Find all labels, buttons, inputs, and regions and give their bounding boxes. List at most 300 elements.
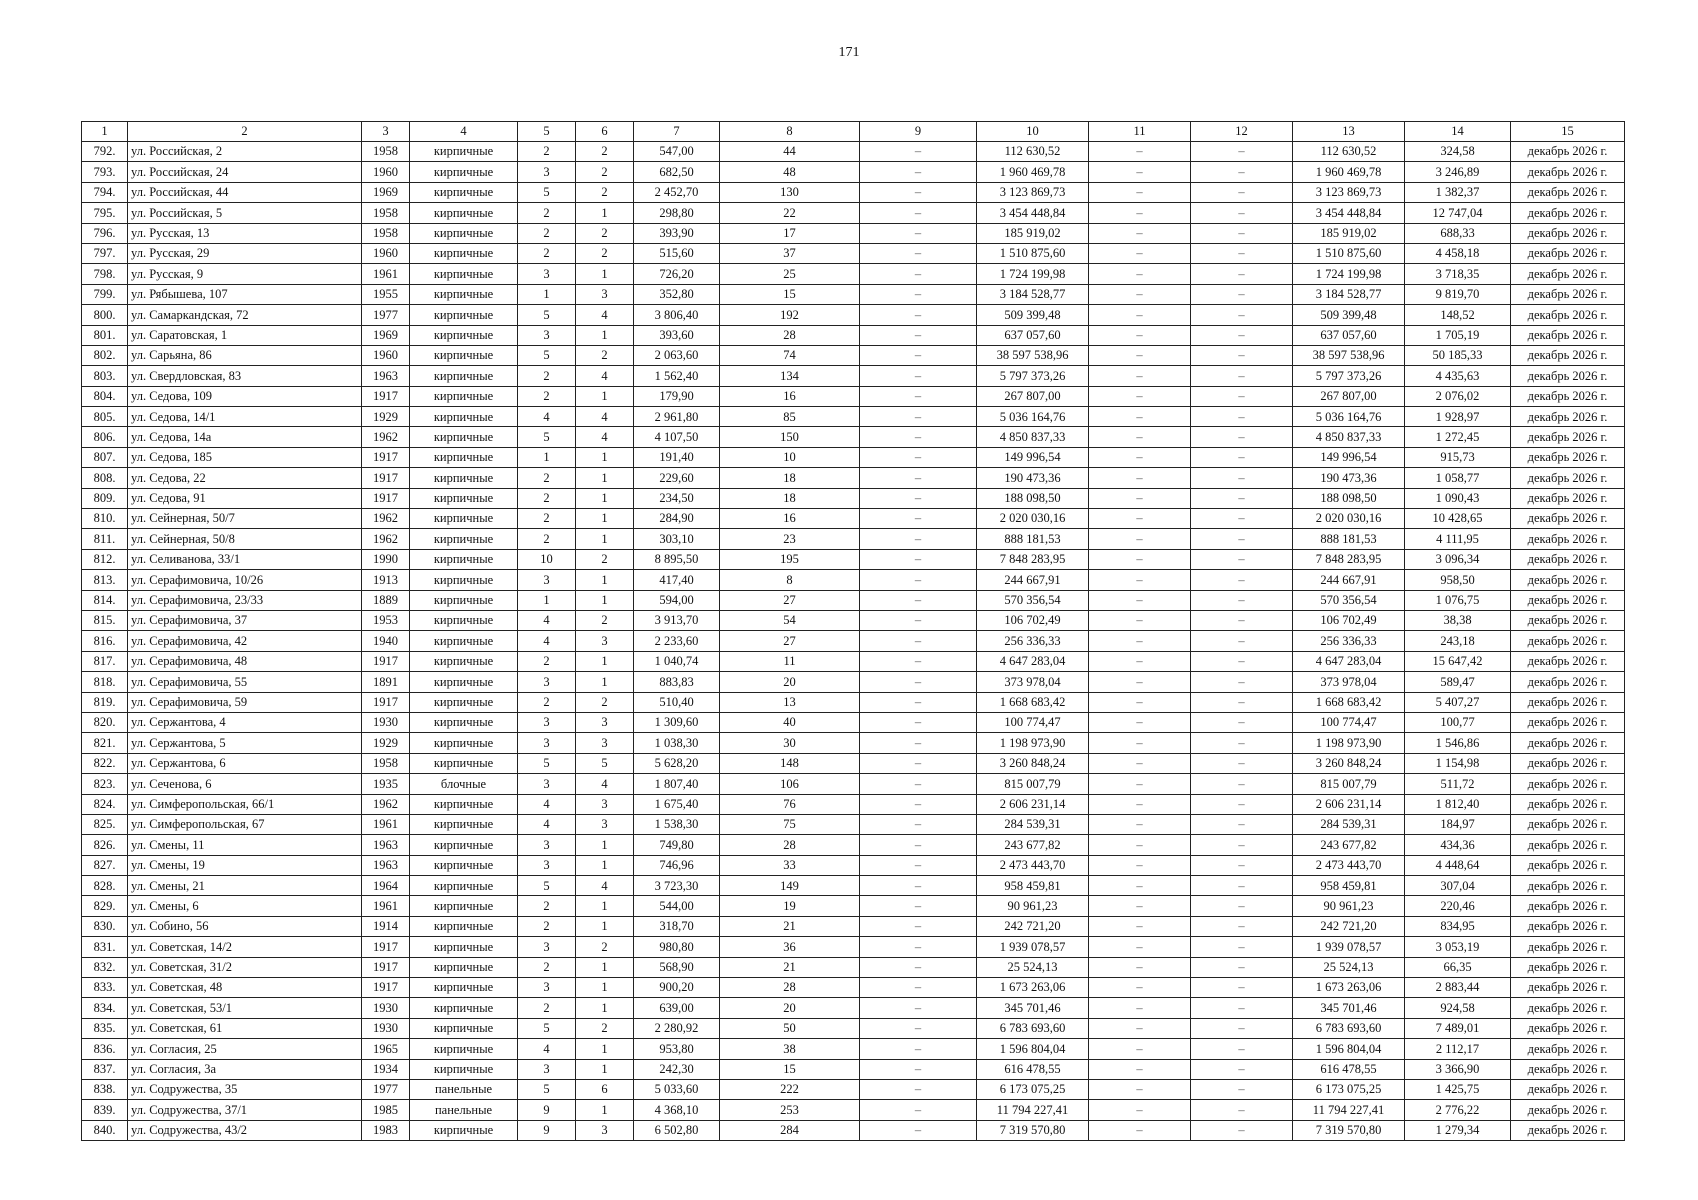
table-cell: 243 677,82: [977, 835, 1089, 855]
address-cell: ул. Содружества, 43/2: [128, 1120, 362, 1140]
table-row: [82, 957, 1625, 977]
table-cell: 2: [518, 651, 576, 671]
table-cell: 1953: [362, 610, 410, 630]
table-row: [82, 937, 1625, 957]
table-cell: 10: [518, 549, 576, 569]
table-cell: –: [860, 427, 977, 447]
table-cell: 36: [720, 937, 860, 957]
address-cell: ул. Седова, 14а: [128, 427, 362, 447]
table-cell: 1 960 469,78: [977, 162, 1089, 182]
table-cell: 1962: [362, 794, 410, 814]
table-cell: –: [1089, 345, 1191, 365]
table-cell: –: [860, 672, 977, 692]
table-cell: 324,58: [1405, 142, 1511, 162]
table-cell: 805.: [82, 407, 128, 427]
table-cell: 838.: [82, 1079, 128, 1099]
column-header-13: 13: [1293, 122, 1405, 142]
table-cell: 796.: [82, 223, 128, 243]
table-cell: 3 096,34: [1405, 549, 1511, 569]
table-cell: 1 673 263,06: [977, 978, 1089, 998]
table-cell: декабрь 2026 г.: [1511, 610, 1625, 630]
table-cell: –: [860, 203, 977, 223]
table-cell: 284,90: [634, 509, 720, 529]
table-cell: 2: [518, 488, 576, 508]
table-cell: –: [1191, 672, 1293, 692]
table-cell: 345 701,46: [977, 998, 1089, 1018]
table-cell: –: [1089, 305, 1191, 325]
table-cell: –: [1191, 631, 1293, 651]
table-cell: 4 647 283,04: [977, 651, 1089, 671]
table-cell: –: [860, 692, 977, 712]
table-cell: 682,50: [634, 162, 720, 182]
table-cell: 1958: [362, 753, 410, 773]
table-cell: 1: [576, 264, 634, 284]
table-cell: –: [1191, 264, 1293, 284]
table-cell: –: [860, 468, 977, 488]
table-cell: кирпичные: [410, 468, 518, 488]
table-cell: 1 279,34: [1405, 1120, 1511, 1140]
table-cell: 2: [576, 162, 634, 182]
table-cell: 2: [518, 692, 576, 712]
table-cell: 816.: [82, 631, 128, 651]
table-cell: 18: [720, 468, 860, 488]
table-cell: –: [1089, 957, 1191, 977]
table-cell: –: [1191, 1018, 1293, 1038]
table-cell: 2: [518, 243, 576, 263]
table-cell: –: [860, 998, 977, 1018]
table-cell: –: [860, 1120, 977, 1140]
table-cell: 1: [576, 916, 634, 936]
table-cell: 20: [720, 998, 860, 1018]
table-cell: 2 473 443,70: [977, 855, 1089, 875]
table-cell: –: [1089, 182, 1191, 202]
table-cell: 2: [518, 998, 576, 1018]
table-cell: 1917: [362, 978, 410, 998]
table-cell: 792.: [82, 142, 128, 162]
table-cell: 242,30: [634, 1059, 720, 1079]
table-cell: 2: [576, 937, 634, 957]
table-cell: 802.: [82, 345, 128, 365]
table-cell: 9: [518, 1100, 576, 1120]
table-cell: 1960: [362, 162, 410, 182]
table-cell: кирпичные: [410, 631, 518, 651]
table-cell: декабрь 2026 г.: [1511, 386, 1625, 406]
table-cell: –: [1089, 896, 1191, 916]
table-cell: 4 368,10: [634, 1100, 720, 1120]
table-cell: 5: [518, 345, 576, 365]
table-cell: 4: [576, 366, 634, 386]
table-cell: 1 939 078,57: [977, 937, 1089, 957]
table-cell: –: [860, 509, 977, 529]
table-cell: 112 630,52: [1293, 142, 1405, 162]
table-cell: 3 260 848,24: [1293, 753, 1405, 773]
table-cell: 639,00: [634, 998, 720, 1018]
address-cell: ул. Сарьяна, 86: [128, 345, 362, 365]
table-cell: 1: [576, 203, 634, 223]
table-cell: 958 459,81: [1293, 876, 1405, 896]
table-cell: 4 111,95: [1405, 529, 1511, 549]
table-cell: кирпичные: [410, 529, 518, 549]
table-cell: 33: [720, 855, 860, 875]
table-cell: 192: [720, 305, 860, 325]
table-row: [82, 774, 1625, 794]
table-cell: кирпичные: [410, 610, 518, 630]
table-cell: –: [860, 284, 977, 304]
table-cell: –: [1089, 427, 1191, 447]
table-cell: 2: [576, 1018, 634, 1038]
table-cell: 1940: [362, 631, 410, 651]
table-cell: 1914: [362, 916, 410, 936]
table-cell: 2 776,22: [1405, 1100, 1511, 1120]
table-cell: 804.: [82, 386, 128, 406]
address-cell: ул. Советская, 61: [128, 1018, 362, 1038]
table-cell: 1: [576, 896, 634, 916]
address-cell: ул. Саратовская, 1: [128, 325, 362, 345]
table-cell: –: [1191, 305, 1293, 325]
table-cell: –: [1191, 651, 1293, 671]
table-cell: –: [1191, 162, 1293, 182]
table-cell: 2 233,60: [634, 631, 720, 651]
table-cell: 1917: [362, 957, 410, 977]
table-cell: 3: [576, 794, 634, 814]
table-cell: 958,50: [1405, 570, 1511, 590]
table-cell: 100 774,47: [1293, 712, 1405, 732]
table-cell: 1961: [362, 814, 410, 834]
table-cell: –: [1089, 1018, 1191, 1038]
table-cell: 547,00: [634, 142, 720, 162]
table-cell: декабрь 2026 г.: [1511, 998, 1625, 1018]
table-cell: 803.: [82, 366, 128, 386]
table-cell: 1 812,40: [1405, 794, 1511, 814]
table-cell: –: [1191, 978, 1293, 998]
table-cell: 4 458,18: [1405, 243, 1511, 263]
column-header-8: 8: [720, 122, 860, 142]
table-cell: –: [1089, 590, 1191, 610]
table-cell: декабрь 2026 г.: [1511, 570, 1625, 590]
table-cell: декабрь 2026 г.: [1511, 1120, 1625, 1140]
table-cell: 2: [576, 243, 634, 263]
table-cell: 38 597 538,96: [1293, 345, 1405, 365]
table-cell: 1 668 683,42: [1293, 692, 1405, 712]
table-cell: 352,80: [634, 284, 720, 304]
table-cell: 2: [518, 203, 576, 223]
table-cell: –: [860, 570, 977, 590]
address-cell: ул. Симферопольская, 66/1: [128, 794, 362, 814]
table-cell: 3: [576, 712, 634, 732]
table-cell: 1 724 199,98: [1293, 264, 1405, 284]
table-cell: декабрь 2026 г.: [1511, 631, 1625, 651]
table-cell: 3 366,90: [1405, 1059, 1511, 1079]
table-cell: 835.: [82, 1018, 128, 1038]
table-cell: 2 020 030,16: [1293, 509, 1405, 529]
table-cell: кирпичные: [410, 264, 518, 284]
table-cell: 822.: [82, 753, 128, 773]
table-cell: панельные: [410, 1100, 518, 1120]
table-cell: 3: [518, 978, 576, 998]
table-cell: 1 724 199,98: [977, 264, 1089, 284]
table-cell: –: [1089, 610, 1191, 630]
address-cell: ул. Российская, 44: [128, 182, 362, 202]
table-cell: кирпичные: [410, 243, 518, 263]
table-cell: –: [1191, 243, 1293, 263]
address-cell: ул. Согласия, 25: [128, 1039, 362, 1059]
table-row: [82, 1120, 1625, 1140]
address-cell: ул. Советская, 53/1: [128, 998, 362, 1018]
table-cell: 836.: [82, 1039, 128, 1059]
table-cell: декабрь 2026 г.: [1511, 468, 1625, 488]
table-cell: –: [1191, 284, 1293, 304]
table-cell: 1934: [362, 1059, 410, 1079]
table-cell: 924,58: [1405, 998, 1511, 1018]
table-cell: –: [1089, 1120, 1191, 1140]
table-cell: декабрь 2026 г.: [1511, 590, 1625, 610]
table-cell: 18: [720, 488, 860, 508]
address-cell: ул. Русская, 13: [128, 223, 362, 243]
table-cell: 8 895,50: [634, 549, 720, 569]
table-cell: 2: [518, 509, 576, 529]
table-cell: 1 038,30: [634, 733, 720, 753]
table-row: [82, 1100, 1625, 1120]
table-cell: –: [1191, 488, 1293, 508]
table-cell: декабрь 2026 г.: [1511, 814, 1625, 834]
table-cell: 801.: [82, 325, 128, 345]
table-cell: кирпичные: [410, 794, 518, 814]
table-cell: декабрь 2026 г.: [1511, 345, 1625, 365]
table-row: [82, 1059, 1625, 1079]
table-cell: 3 123 869,73: [977, 182, 1089, 202]
table-row: [82, 712, 1625, 732]
table-cell: –: [860, 529, 977, 549]
table-cell: –: [1089, 407, 1191, 427]
address-cell: ул. Серафимовича, 59: [128, 692, 362, 712]
table-cell: 688,33: [1405, 223, 1511, 243]
address-cell: ул. Седова, 109: [128, 386, 362, 406]
table-cell: 242 721,20: [1293, 916, 1405, 936]
table-cell: 22: [720, 203, 860, 223]
table-row: [82, 162, 1625, 182]
table-cell: –: [1089, 835, 1191, 855]
table-cell: –: [860, 1079, 977, 1099]
table-cell: –: [1191, 1079, 1293, 1099]
table-cell: декабрь 2026 г.: [1511, 203, 1625, 223]
table-cell: –: [1089, 753, 1191, 773]
table-cell: кирпичные: [410, 916, 518, 936]
table-cell: 2: [576, 142, 634, 162]
table-cell: 12 747,04: [1405, 203, 1511, 223]
table-cell: –: [1191, 407, 1293, 427]
table-cell: 1: [576, 957, 634, 977]
table-cell: 570 356,54: [977, 590, 1089, 610]
address-cell: ул. Серафимовича, 48: [128, 651, 362, 671]
table-cell: 2: [518, 957, 576, 977]
column-header-15: 15: [1511, 122, 1625, 142]
table-cell: 3 454 448,84: [1293, 203, 1405, 223]
table-cell: –: [1191, 142, 1293, 162]
table-cell: –: [1089, 1039, 1191, 1059]
address-cell: ул. Русская, 29: [128, 243, 362, 263]
table-cell: 2 961,80: [634, 407, 720, 427]
table-cell: –: [860, 590, 977, 610]
table-cell: –: [860, 610, 977, 630]
table-cell: 1955: [362, 284, 410, 304]
table-cell: 1 705,19: [1405, 325, 1511, 345]
table-cell: 90 961,23: [1293, 896, 1405, 916]
table-cell: 4: [518, 1039, 576, 1059]
table-cell: декабрь 2026 г.: [1511, 1059, 1625, 1079]
table-cell: 130: [720, 182, 860, 202]
table-cell: 148,52: [1405, 305, 1511, 325]
table-cell: 1 198 973,90: [1293, 733, 1405, 753]
table-row: [82, 366, 1625, 386]
table-cell: 4: [576, 774, 634, 794]
table-cell: 815 007,79: [977, 774, 1089, 794]
table-cell: 2: [576, 549, 634, 569]
table-row: [82, 468, 1625, 488]
table-cell: 2 020 030,16: [977, 509, 1089, 529]
table-row: [82, 325, 1625, 345]
table-cell: –: [1089, 549, 1191, 569]
table-cell: –: [1191, 896, 1293, 916]
table-cell: –: [860, 733, 977, 753]
table-cell: декабрь 2026 г.: [1511, 1039, 1625, 1059]
table-cell: 220,46: [1405, 896, 1511, 916]
table-cell: 27: [720, 631, 860, 651]
housing-registry-table: [81, 121, 1625, 1141]
table-cell: 1965: [362, 1039, 410, 1059]
table-cell: кирпичные: [410, 937, 518, 957]
table-cell: 185 919,02: [977, 223, 1089, 243]
table-cell: 6 173 075,25: [977, 1079, 1089, 1099]
table-cell: 3 723,30: [634, 876, 720, 896]
table-cell: 831.: [82, 937, 128, 957]
table-cell: 9: [518, 1120, 576, 1140]
table-cell: –: [1191, 590, 1293, 610]
table-cell: 2: [518, 223, 576, 243]
table-cell: 818.: [82, 672, 128, 692]
table-cell: –: [860, 182, 977, 202]
table-cell: 1963: [362, 835, 410, 855]
table-cell: 1: [576, 590, 634, 610]
table-cell: 20: [720, 672, 860, 692]
table-cell: декабрь 2026 г.: [1511, 182, 1625, 202]
table-cell: 1930: [362, 998, 410, 1018]
table-cell: 5: [576, 753, 634, 773]
table-cell: 16: [720, 509, 860, 529]
table-cell: декабрь 2026 г.: [1511, 264, 1625, 284]
address-cell: ул. Серафимовича, 37: [128, 610, 362, 630]
table-cell: –: [1089, 937, 1191, 957]
table-cell: 544,00: [634, 896, 720, 916]
table-row: [82, 284, 1625, 304]
table-cell: 3 053,19: [1405, 937, 1511, 957]
table-cell: –: [860, 631, 977, 651]
address-cell: ул. Согласия, 3а: [128, 1059, 362, 1079]
table-cell: 637 057,60: [977, 325, 1089, 345]
table-cell: 3: [576, 814, 634, 834]
table-cell: 3: [518, 712, 576, 732]
table-cell: –: [1191, 549, 1293, 569]
table-cell: 637 057,60: [1293, 325, 1405, 345]
table-cell: 234,50: [634, 488, 720, 508]
table-cell: 1 040,74: [634, 651, 720, 671]
address-cell: ул. Смены, 11: [128, 835, 362, 855]
table-cell: декабрь 2026 г.: [1511, 957, 1625, 977]
table-cell: кирпичные: [410, 855, 518, 875]
table-row: [82, 916, 1625, 936]
table-cell: кирпичные: [410, 957, 518, 977]
table-cell: кирпичные: [410, 345, 518, 365]
table-cell: 1962: [362, 509, 410, 529]
table-cell: –: [1191, 916, 1293, 936]
table-cell: 1 673 263,06: [1293, 978, 1405, 998]
table-cell: –: [860, 366, 977, 386]
table-cell: 48: [720, 162, 860, 182]
table-cell: 150: [720, 427, 860, 447]
table-cell: 1917: [362, 386, 410, 406]
table-cell: 1 198 973,90: [977, 733, 1089, 753]
table-cell: –: [1191, 1059, 1293, 1079]
table-cell: 3: [518, 570, 576, 590]
table-cell: –: [1089, 468, 1191, 488]
table-cell: 38,38: [1405, 610, 1511, 630]
table-cell: 1 562,40: [634, 366, 720, 386]
table-cell: кирпичные: [410, 325, 518, 345]
table-cell: 1 090,43: [1405, 488, 1511, 508]
table-cell: 2 076,02: [1405, 386, 1511, 406]
table-cell: 21: [720, 957, 860, 977]
table-row: [82, 243, 1625, 263]
table-cell: 888 181,53: [977, 529, 1089, 549]
table-cell: 509 399,48: [1293, 305, 1405, 325]
table-cell: 829.: [82, 896, 128, 916]
table-cell: 6: [576, 1079, 634, 1099]
table-cell: –: [1191, 1039, 1293, 1059]
table-row: [82, 672, 1625, 692]
table-cell: 393,60: [634, 325, 720, 345]
table-cell: кирпичные: [410, 1059, 518, 1079]
table-cell: 800.: [82, 305, 128, 325]
table-cell: 1 510 875,60: [977, 243, 1089, 263]
table-cell: 1917: [362, 651, 410, 671]
table-cell: 830.: [82, 916, 128, 936]
table-cell: 4: [518, 794, 576, 814]
table-cell: 179,90: [634, 386, 720, 406]
table-cell: 3 246,89: [1405, 162, 1511, 182]
table-cell: декабрь 2026 г.: [1511, 937, 1625, 957]
table-cell: 85: [720, 407, 860, 427]
table-cell: кирпичные: [410, 590, 518, 610]
table-cell: 1935: [362, 774, 410, 794]
table-cell: декабрь 2026 г.: [1511, 407, 1625, 427]
table-cell: 267 807,00: [977, 386, 1089, 406]
table-cell: 4 850 837,33: [1293, 427, 1405, 447]
table-cell: 243,18: [1405, 631, 1511, 651]
table-cell: 797.: [82, 243, 128, 263]
table-cell: 819.: [82, 692, 128, 712]
table-cell: декабрь 2026 г.: [1511, 794, 1625, 814]
table-cell: –: [860, 896, 977, 916]
table-body: [82, 142, 1625, 1141]
table-cell: –: [860, 774, 977, 794]
table-cell: 4: [576, 427, 634, 447]
table-row: [82, 651, 1625, 671]
table-cell: декабрь 2026 г.: [1511, 529, 1625, 549]
column-header-9: 9: [860, 122, 977, 142]
table-cell: 793.: [82, 162, 128, 182]
table-cell: 7 489,01: [1405, 1018, 1511, 1038]
table-cell: –: [860, 549, 977, 569]
table-cell: 1 546,86: [1405, 733, 1511, 753]
